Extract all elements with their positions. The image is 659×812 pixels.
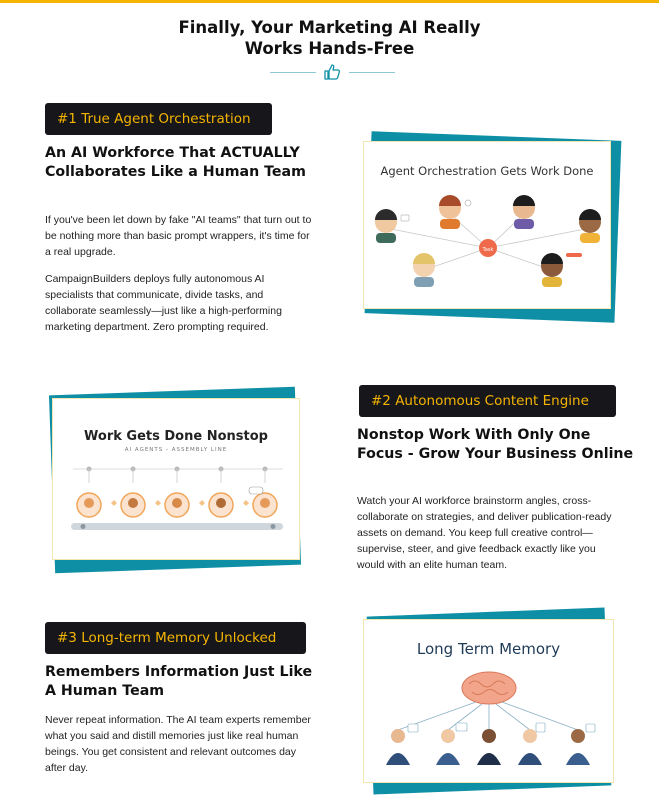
- hub-label: Task: [482, 247, 494, 253]
- section-1-paragraph-2: CampaignBuilders deploys fully autonomous AI specialists that communicate, divide tasks, and collaborate seamlessly—just like a high-performing marketing department. Zero prompting required.: [45, 273, 282, 333]
- team-member: [566, 729, 590, 765]
- section-2-image-subtitle: AI AGENTS - ASSEMBLY LINE: [124, 447, 228, 453]
- worker-avatar: [209, 493, 233, 517]
- section-2-image-title: Work Gets Done Nonstop: [84, 429, 268, 444]
- team-member: [436, 729, 460, 765]
- agent-avatar: [541, 253, 563, 287]
- section-2-image: [52, 398, 300, 560]
- section-3-badge: #3 Long-term Memory Unlocked: [45, 622, 306, 654]
- section-1-badge: #1 True Agent Orchestration: [45, 103, 272, 135]
- assembly-line-illustration: [53, 399, 300, 560]
- section-1-image: [363, 141, 611, 309]
- page-title: Finally, Your Marketing AI Really Works Hands-Free: [178, 18, 481, 58]
- section-3-paragraph-1: Never repeat information. The AI team experts remember what you said and distill memories just like real human beings. You get consistent and relevant outcomes day after day.: [45, 714, 311, 774]
- section-1-paragraph-1: If you've been let down by fake "AI teams" that turn out to be nothing more than basic prompt wrappers, it's time for a real upgrade.: [45, 214, 312, 258]
- title-divider: [270, 63, 395, 81]
- worker-avatar: [253, 493, 277, 517]
- section-2-heading: Nonstop Work With Only One Focus - Grow Your Business Online: [357, 427, 634, 462]
- team-member: [518, 729, 542, 765]
- section-3-image: [363, 619, 614, 783]
- agent-avatar: [375, 209, 397, 243]
- brain-icon: [462, 672, 516, 704]
- agent-avatar: [579, 209, 601, 243]
- worker-avatar: [77, 493, 101, 517]
- team-member: [477, 729, 501, 765]
- section-2-paragraph-1: Watch your AI workforce brainstorm angles, cross-collaborate on strategies, and deliver publication-ready assets on demand. You keep full creative control—supervise, steer, and give feedback exactly like you would with an elite human team.: [357, 495, 612, 571]
- memory-illustration: [364, 620, 614, 783]
- section-1-heading: An AI Workforce That ACTUALLY Collaborates Like a Human Team: [45, 145, 306, 180]
- section-3-heading: Remembers Information Just Like A Human Team: [45, 664, 313, 699]
- section-2-badge: #2 Autonomous Content Engine: [359, 385, 616, 417]
- team-member: [386, 729, 410, 765]
- section-3-image-title: Long Term Memory: [416, 640, 561, 658]
- agent-avatar: [513, 195, 535, 229]
- worker-avatar: [165, 493, 189, 517]
- agent-avatar: [439, 195, 461, 229]
- agent-avatar: [413, 253, 435, 287]
- team-members: [386, 729, 590, 765]
- worker-avatar: [121, 493, 145, 517]
- top-accent-bar: [0, 0, 659, 3]
- section-1-image-title: Agent Orchestration Gets Work Done: [380, 164, 594, 178]
- thumbs-up-icon: [323, 63, 341, 81]
- orchestration-diagram: [364, 142, 611, 309]
